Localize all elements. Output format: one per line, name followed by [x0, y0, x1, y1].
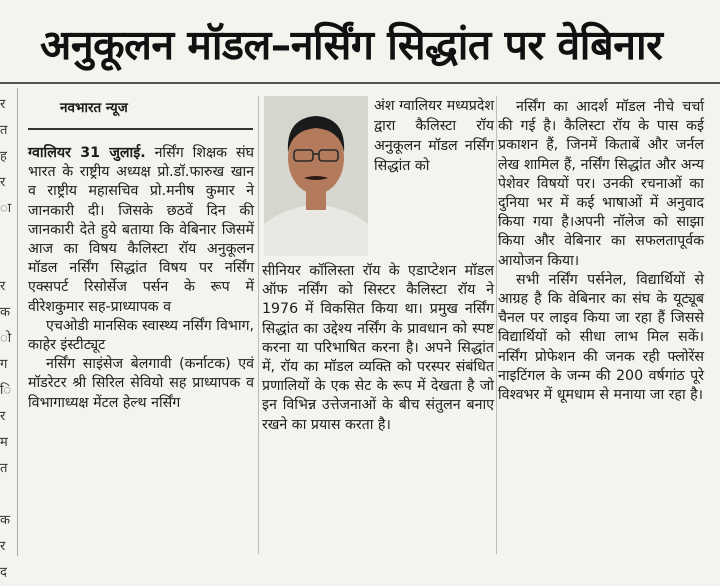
- fragment-glyph: र: [0, 175, 6, 190]
- fragment-glyph: र: [0, 279, 6, 294]
- fragment-glyph: ो: [0, 331, 12, 346]
- column-divider-2: [496, 96, 497, 554]
- paragraph-1-text: नर्सिंग शिक्षक संघ भारत के राष्ट्रीय अध्यक्ष प्रो.डॉ.फारुख खान व राष्ट्रीय महासचिव प्रो.मनीष कुमार ने जानकारी दी। जिसके छठवें दिन की जानकारी देते हुये बताया कि वेबिनार जिसमें आज का विषय कैलिस्टा रॉय अनुकूलन मॉडल नर्सिंग सिद्धांत विषय पर नर्सिंग एक्सपर्ट रिसोर्सेज पर्सन के रूप में वीरेशकुमार सह-प्राध्यापक व: [28, 145, 254, 315]
- portrait-photo: [264, 96, 368, 256]
- fragment-glyph: म: [0, 435, 8, 450]
- byline-divider: [28, 128, 253, 130]
- fragment-glyph: ि: [0, 383, 12, 398]
- beside-photo-text: अंश ग्वालियर मध्यप्रदेश द्वारा कैलिस्टा रॉय अनुकूलन मॉडल नर्सिंग सिद्धांत को: [374, 98, 494, 174]
- paragraph-1: [28, 144, 254, 317]
- fragment-glyph: ह: [0, 149, 7, 164]
- column-divider-1: [258, 96, 259, 554]
- fragment-glyph: र: [0, 409, 6, 424]
- paragraph-4: सीनियर कॉलिस्ता रॉय के एडाप्टेशन मॉडल ऑफ नर्सिंग को सिस्टर कैलिस्टा रॉय ने 1976 में विकसित किया था। प्रमुख नर्सिंग सिद्धांत का उद्देश्य नर्सिंग के प्रावधान को स्पष्ट करना या परिभाषित करना है। अपने सिद्धांत में, रॉय का मॉडल व्यक्ति को परस्पर संबंधित प्रणालियों के एक सेट के रूप में देखता है जो इन विभिन्न उत्तेजनाओं के बीच संतुलन बनाए रखने का प्रयास करता है।: [262, 263, 494, 433]
- adjacent-column-fragment: [0, 92, 16, 580]
- fragment-glyph: त: [0, 123, 8, 138]
- fragment-glyph: [0, 248, 16, 274]
- fragment-glyph: ा: [0, 201, 12, 216]
- article-column-1: [28, 144, 254, 554]
- fragment-glyph: क: [0, 513, 10, 528]
- fragment-glyph: र: [0, 539, 6, 554]
- fragment-glyph: त: [0, 461, 8, 476]
- dateline: ग्वालियर 31 जुलाई.: [28, 145, 146, 161]
- fragment-glyph: [0, 222, 16, 248]
- article-column-2: [262, 262, 494, 554]
- headline-divider: [0, 82, 720, 84]
- paragraph-5: नर्सिंग का आदर्श मॉडल नीचे चर्चा की गई है। कैलिस्टा रॉय के पास कई प्रकाशन हैं, जिनमें किताबें और जर्नल लेख शामिल हैं, नर्सिंग सिद्धांत और अन्य पेशेवर विषयों पर। उनकी रचनाओं का दुनिया भर में कई भाषाओं में अनुवाद किया गया है।अपनी नॉलेज को साझा किया और वेबिनार का सफलतापूर्वक आयोजन किया।: [498, 99, 704, 269]
- headline: अनुकूलन मॉडल–नर्सिंग सिद्धांत पर वेबिनार: [40, 21, 663, 69]
- paragraph-2: एचओडी मानसिक स्वास्थ्य नर्सिंग विभाग, काहेर इंस्टीट्यूट: [28, 317, 254, 354]
- fragment-glyph: [0, 482, 16, 508]
- article-column-3: [498, 98, 704, 554]
- fragment-glyph: र: [0, 97, 6, 112]
- left-column-divider: [17, 88, 18, 556]
- portrait-illustration: [264, 96, 368, 256]
- byline: नवभारत न्यूज: [60, 100, 128, 116]
- fragment-glyph: द: [0, 565, 7, 580]
- paragraph-6: सभी नर्सिंग पर्सनेल, विद्यार्थियों से आग्रह है कि वेबिनार का संघ के यूट्यूब चैनल पर लाइव किया जा रहा हैं जिससे विद्यार्थियों को सीधा लाभ मिल सकें। नर्सिंग प्रोफेशन की जनक रही फ्लोरेंस नाइटिंगल के जन्म की 200 वर्षगांठ पूरे विश्वभर में धूमधाम से मनाया जा रहा है।: [498, 271, 704, 404]
- fragment-glyph: ग: [0, 357, 8, 372]
- caption-beside-photo: [374, 96, 494, 262]
- fragment-glyph: क: [0, 305, 10, 320]
- paragraph-3: नर्सिंग साइंसेज बेलगावी (कर्नाटक) एवं मॉडरेटर श्री सिरिल सेवियो सह प्राध्यापक व विभागाध्यक्ष मेंटल हेल्थ नर्सिंग: [28, 356, 254, 411]
